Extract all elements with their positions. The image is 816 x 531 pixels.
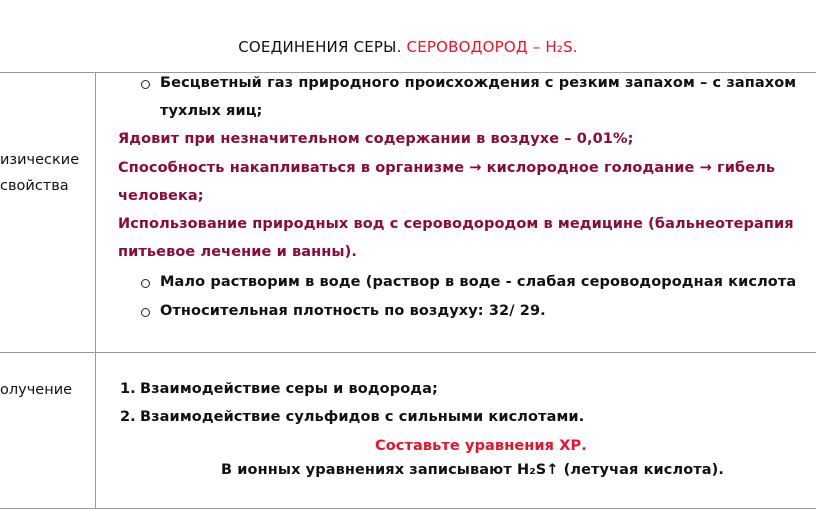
list-item: Использование природных вод с сероводородом в медицине (бальнеотерапия: [118, 216, 794, 232]
list-item: Взаимодействие сульфидов с сильными кислотами.: [140, 409, 585, 425]
circle-bullet-icon: [141, 279, 150, 288]
row-label-preparation: [0, 377, 72, 403]
row-label-line: олучение: [0, 382, 73, 398]
list-item: Взаимодействие серы и водорода;: [140, 381, 438, 397]
title-part1: СОЕДИНЕНИЯ СЕРЫ.: [238, 38, 402, 56]
table-border-bottom: [0, 508, 816, 509]
list-item: человека;: [118, 188, 204, 204]
circle-bullet-icon: [141, 308, 150, 317]
title-part2: СЕРОВОДОРОД – H₂S.: [406, 38, 578, 56]
list-item: Относительная плотность по воздуху: 32/ 29.: [160, 303, 546, 319]
task-text: Составьте уравнения ХР.: [375, 438, 587, 454]
list-number: 2.: [120, 409, 136, 425]
table-row-divider: [0, 352, 816, 353]
table-border-top: [0, 72, 816, 73]
circle-bullet-icon: [141, 80, 150, 89]
list-item: Ядовит при незначительном содержании в воздухе – 0,01%;: [118, 131, 634, 147]
list-item: Способность накапливаться в организме → кислородное голодание → гибель: [118, 160, 776, 176]
list-item: питьевое лечение и ванны).: [118, 244, 357, 260]
list-item: тухлых яиц;: [160, 103, 263, 119]
row-label-line: изические: [0, 152, 80, 168]
list-number: 1.: [120, 381, 136, 397]
row-label-physical: [0, 147, 79, 199]
page-title: [0, 38, 816, 56]
table-column-divider: [95, 72, 96, 509]
list-item: Мало растворим в воде (раствор в воде - слабая сероводородная кислота: [160, 274, 797, 290]
note-text: В ионных уравнениях записывают H₂S↑ (летучая кислота).: [221, 462, 724, 478]
list-item: Бесцветный газ природного происхождения с резким запахом – с запахом: [160, 75, 797, 91]
row-label-line: свойства: [0, 178, 69, 194]
